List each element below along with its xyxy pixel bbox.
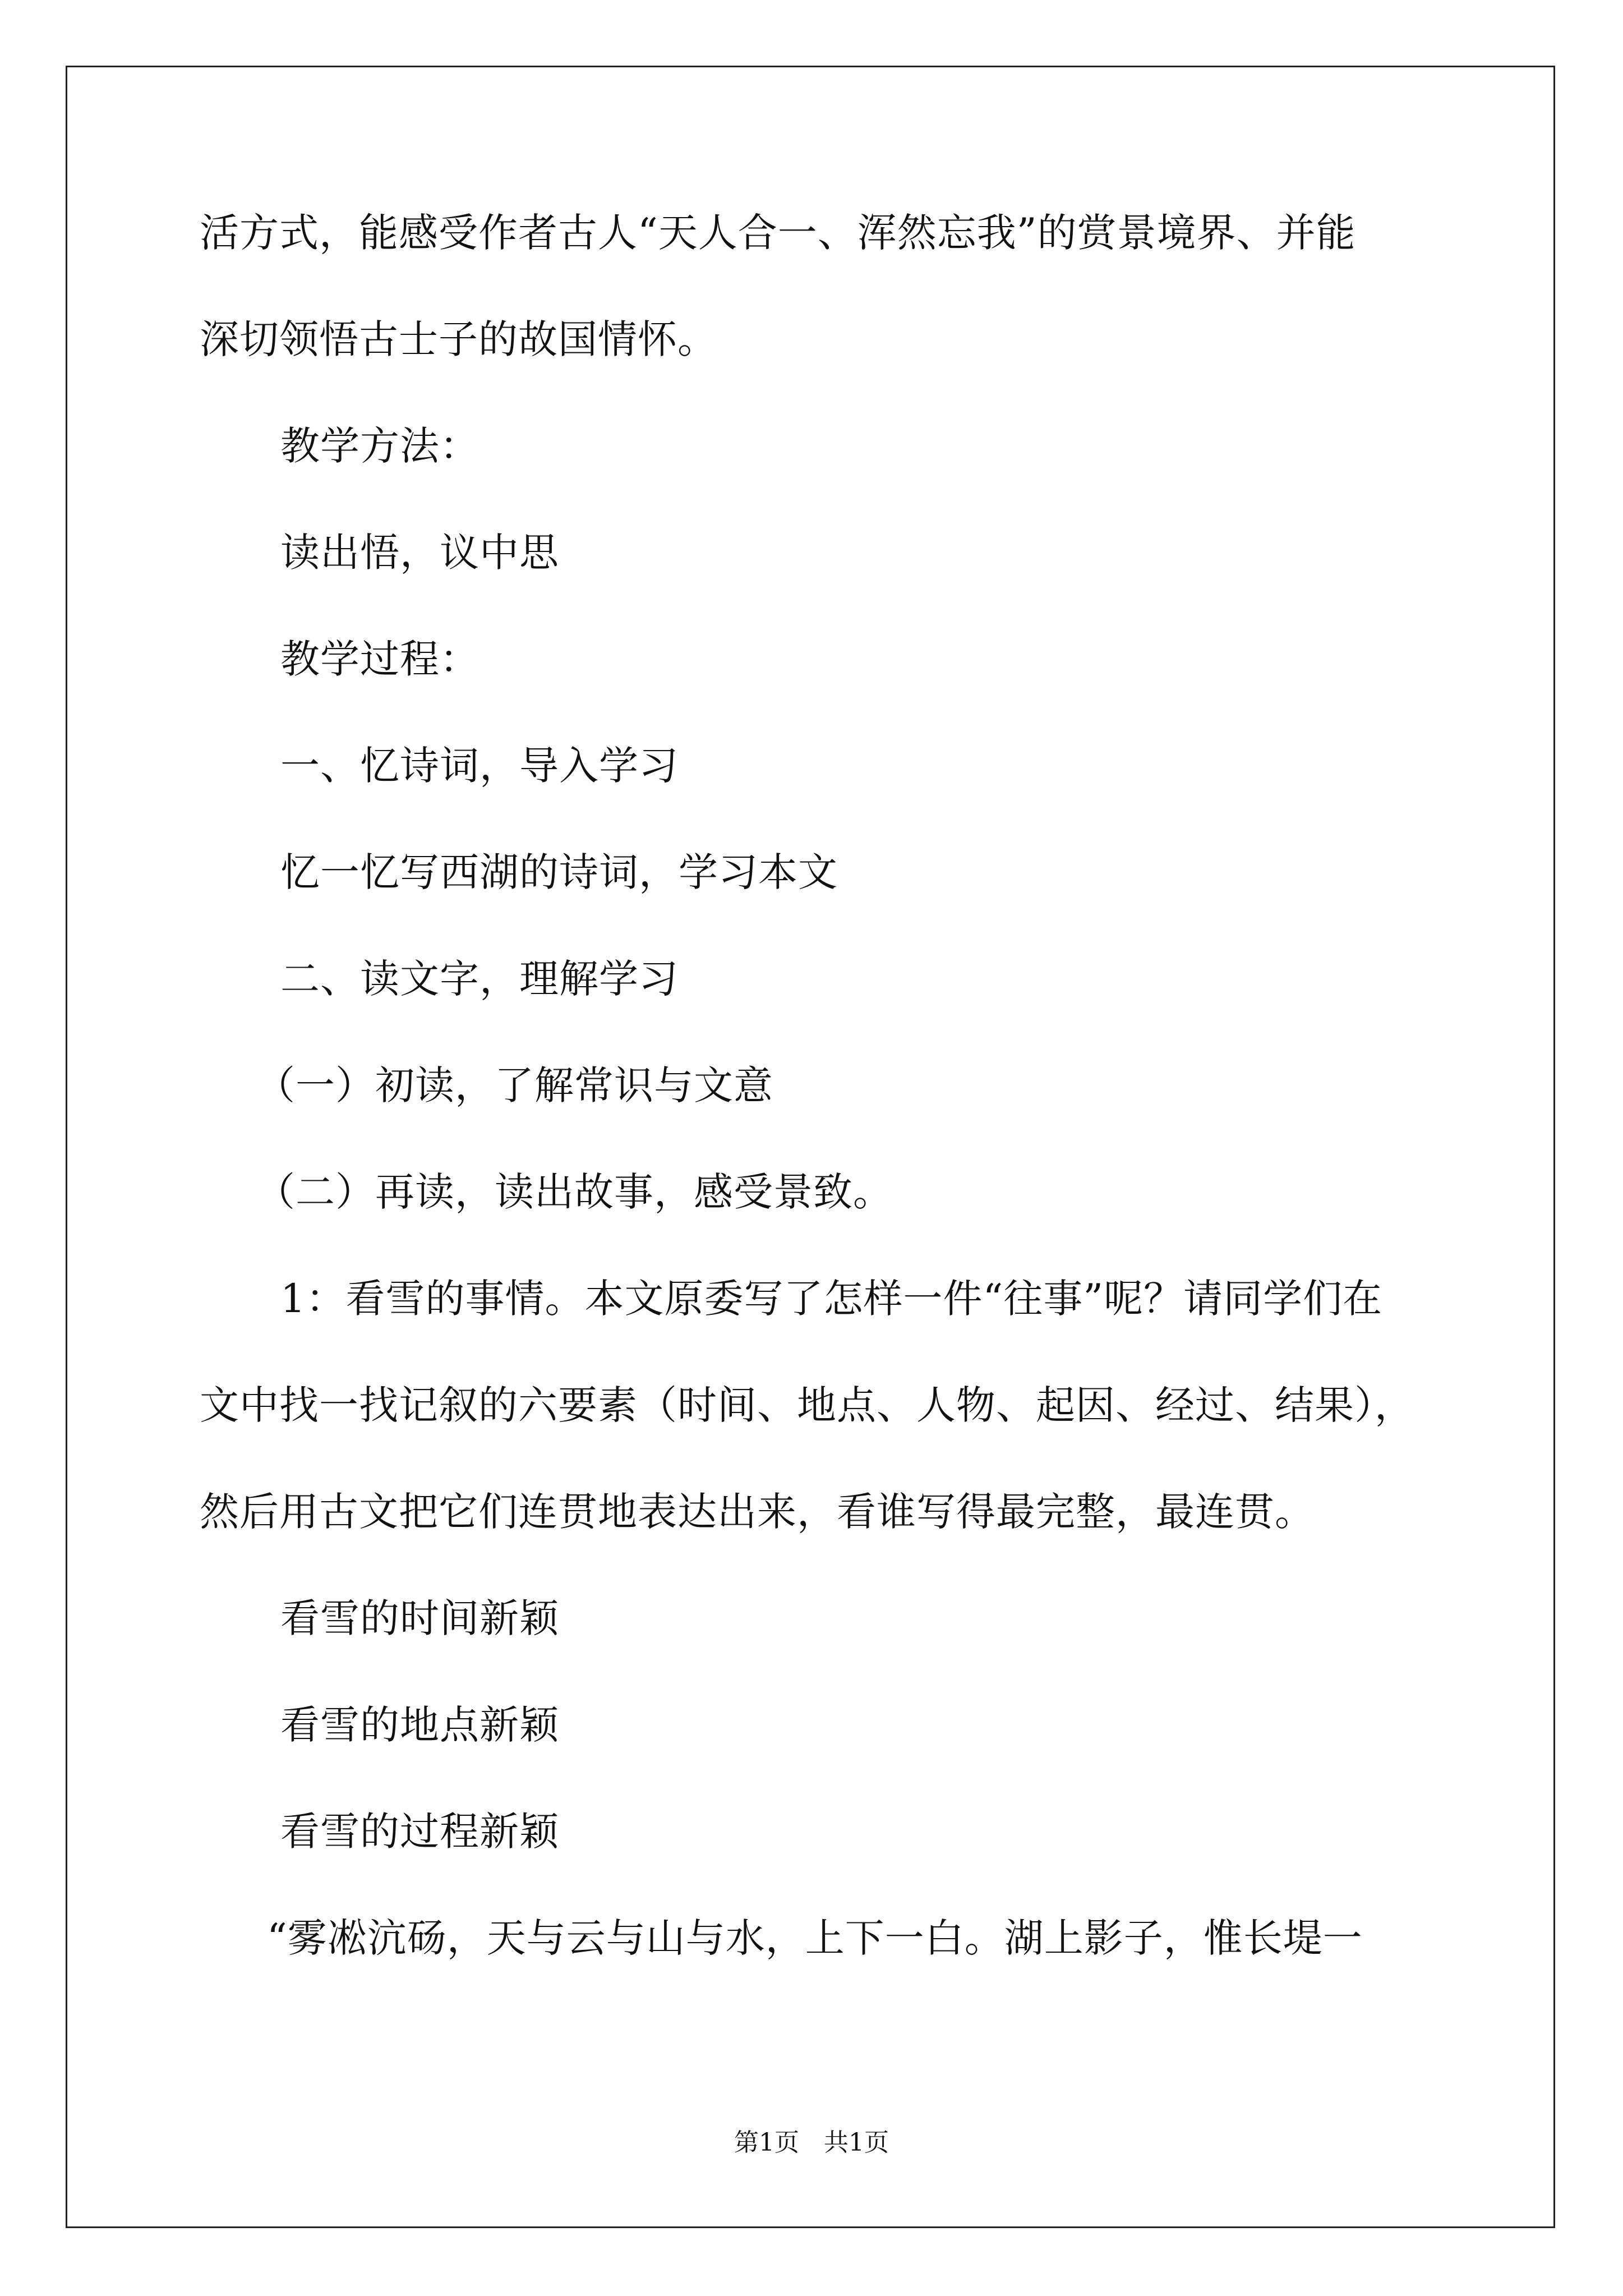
- body-line: 然后用古文把它们连贯地表达出来，看谁写得最完整，最连贯。: [200, 1489, 1315, 1535]
- section-heading: 教学方法：: [280, 423, 479, 469]
- body-line: 忆一忆写西湖的诗词，学习本文: [280, 849, 838, 895]
- body-line: 深切领悟古士子的故国情怀。: [200, 316, 717, 362]
- subsection-heading: （一）初读，了解常识与文意: [256, 1062, 773, 1108]
- section-heading: 一、忆诗词，导入学习: [280, 743, 679, 789]
- quote-line: “雾凇沆砀，天与云与山与水，上下一白。湖上影子，惟长堤一: [267, 1915, 1363, 1961]
- page-number-footer: 第1页 共1页: [734, 2128, 889, 2157]
- subsection-heading: （二）再读，读出故事，感受景致。: [256, 1169, 893, 1215]
- body-line: 文中找一找记叙的六要素（时间、地点、人物、起因、经过、结果），: [200, 1382, 1414, 1428]
- body-line: 读出悟，议中思: [280, 530, 559, 576]
- section-heading: 二、读文字，理解学习: [280, 956, 679, 1002]
- body-line: 1：看雪的事情。本文原委写了怎样一件“往事”呢？请同学们在: [280, 1276, 1383, 1322]
- page-border: [66, 66, 1555, 2228]
- list-item: 看雪的过程新颖: [280, 1809, 559, 1855]
- section-heading: 教学过程：: [280, 636, 479, 682]
- list-item: 看雪的地点新颖: [280, 1702, 559, 1748]
- body-line: 活方式，能感受作者古人“天人合一、浑然忘我”的赏景境界、并能: [200, 210, 1356, 256]
- list-item: 看雪的时间新颖: [280, 1595, 559, 1641]
